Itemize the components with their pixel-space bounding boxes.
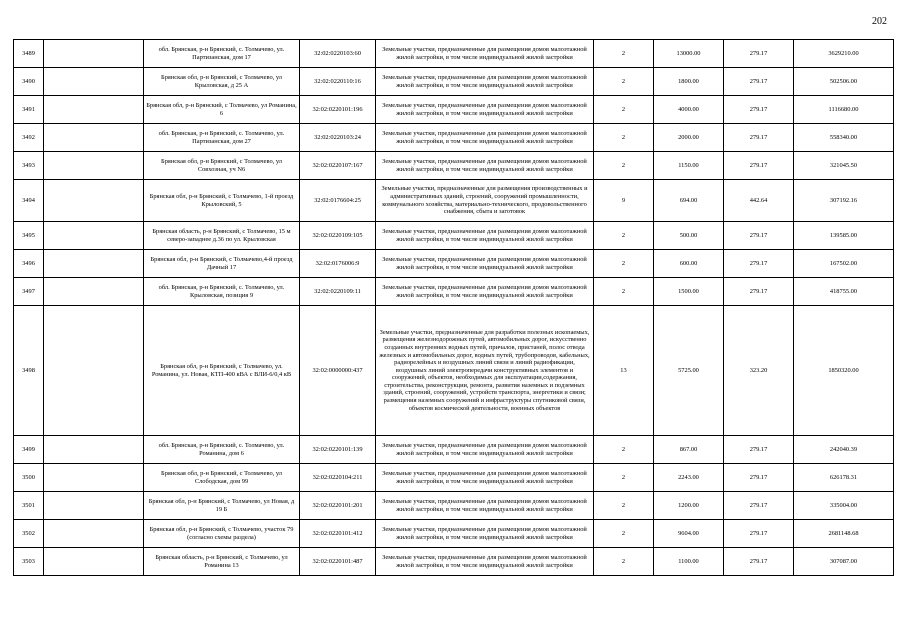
row-number-cell: 3494: [14, 180, 44, 222]
land-use-cell: Земельные участки, предназначенные для размещения домов малоэтажной жилой застройки, в том числе индивидуальной жилой застройки: [376, 436, 594, 464]
empty-cell: [44, 152, 144, 180]
area-cell: 9604.00: [654, 520, 724, 548]
cadastral-number-cell: 32:02:0220110:16: [300, 68, 376, 96]
group-code-cell: 2: [594, 548, 654, 576]
land-use-cell: Земельные участки, предназначенные для размещения домов малоэтажной жилой застройки, в том числе индивидуальной жилой застройки: [376, 124, 594, 152]
address-cell: Брянская обл, р-н Брянский, с Толмачево,4-й проезд Дачный 17: [144, 250, 300, 278]
group-code-cell: 2: [594, 520, 654, 548]
cadastral-cost-cell: 626178.31: [794, 464, 894, 492]
unit-value-cell: 279.17: [724, 520, 794, 548]
row-number-cell: 3490: [14, 68, 44, 96]
empty-cell: [44, 180, 144, 222]
empty-cell: [44, 306, 144, 436]
area-cell: 1150.00: [654, 152, 724, 180]
address-cell: Брянская обл, р-н Брянский, с Толмачево, ул Слободская, дом 99: [144, 464, 300, 492]
land-use-cell: Земельные участки, предназначенные для размещения домов малоэтажной жилой застройки, в том числе индивидуальной жилой застройки: [376, 40, 594, 68]
area-cell: 600.00: [654, 250, 724, 278]
address-cell: Брянская обл, р-н Брянский, с Толмачево, ул Новая, д 19 Б: [144, 492, 300, 520]
group-code-cell: 2: [594, 124, 654, 152]
table-row: [14, 222, 894, 250]
table-row: [14, 492, 894, 520]
empty-cell: [44, 96, 144, 124]
empty-cell: [44, 278, 144, 306]
area-cell: 13000.00: [654, 40, 724, 68]
table-row: [14, 180, 894, 222]
group-code-cell: 9: [594, 180, 654, 222]
address-cell: Брянская обл, р-н Брянский, с Толмачево, ул Совхозная, уч N6: [144, 152, 300, 180]
address-cell: Брянская область, р-н Брянский, с Толмачево, 15 м северо-западнее д.36 по ул. Крыловская: [144, 222, 300, 250]
cadastral-number-cell: 32:02:0176604:25: [300, 180, 376, 222]
group-code-cell: 2: [594, 492, 654, 520]
unit-value-cell: 323.20: [724, 306, 794, 436]
address-cell: Брянская обл, р-н Брянский, с Толмачево, 1-й проезд Крыловский, 5: [144, 180, 300, 222]
row-number-cell: 3493: [14, 152, 44, 180]
area-cell: 500.00: [654, 222, 724, 250]
area-cell: 2243.00: [654, 464, 724, 492]
page-number: 202: [872, 16, 887, 27]
unit-value-cell: 279.17: [724, 250, 794, 278]
area-cell: 2000.00: [654, 124, 724, 152]
row-number-cell: 3502: [14, 520, 44, 548]
address-cell: обл. Брянская, р-н Брянский, с. Толмачево, ул. Партизанская, дом 17: [144, 40, 300, 68]
cadastral-number-cell: 32:02:0220101:196: [300, 96, 376, 124]
area-cell: 694.00: [654, 180, 724, 222]
cadastral-number-cell: 32:02:0220103:24: [300, 124, 376, 152]
cadastral-cost-cell: 3629210.00: [794, 40, 894, 68]
cadastral-number-cell: 32:02:0220101:412: [300, 520, 376, 548]
address-cell: Брянская обл, р-н Брянский, с Толмачево, ул Романина, 6: [144, 96, 300, 124]
cadastral-cost-cell: 139585.00: [794, 222, 894, 250]
empty-cell: [44, 436, 144, 464]
address-cell: Брянская обл, р-н Брянский, с Толмачево, ул. Романина, ул. Новая, КТП-400 кВА с ВЛИ-6/0,4 кВ: [144, 306, 300, 436]
row-number-cell: 3499: [14, 436, 44, 464]
cadastral-cost-cell: 1850320.00: [794, 306, 894, 436]
table-row: [14, 250, 894, 278]
cadastral-value-table: [13, 39, 894, 576]
row-number-cell: 3497: [14, 278, 44, 306]
land-use-cell: Земельные участки, предназначенные для размещения домов малоэтажной жилой застройки, в том числе индивидуальной жилой застройки: [376, 548, 594, 576]
cadastral-cost-cell: 1116680.00: [794, 96, 894, 124]
cadastral-number-cell: 32:02:0220101:139: [300, 436, 376, 464]
table-row: [14, 152, 894, 180]
cadastral-cost-cell: 418755.00: [794, 278, 894, 306]
group-code-cell: 2: [594, 68, 654, 96]
area-cell: 1500.00: [654, 278, 724, 306]
address-cell: обл. Брянская, р-н Брянский, с. Толмачево, ул. Крыловская, позиция 9: [144, 278, 300, 306]
unit-value-cell: 442.64: [724, 180, 794, 222]
land-use-cell: Земельные участки, предназначенные для размещения домов малоэтажной жилой застройки, в том числе индивидуальной жилой застройки: [376, 250, 594, 278]
row-number-cell: 3495: [14, 222, 44, 250]
cadastral-cost-cell: 558340.00: [794, 124, 894, 152]
table-row: [14, 306, 894, 436]
address-cell: Брянская обл, р-н Брянский, с Толмачево, участок 79 (согласно схемы раздела): [144, 520, 300, 548]
row-number-cell: 3496: [14, 250, 44, 278]
land-use-cell: Земельные участки, предназначенные для разработки полезных ископаемых, размещения железнодорожных путей, автомобильных дорог, искусственно созданных внутренних водных путей, причалов, пристаней, полос отвода железных и автомобильных дорог, водных путей, трубопроводов, кабельных, радиорелейных и воздушных линий связи и линий радиофикации, воздушных линий электропередачи конструктивных элементов и сооружений, объектов, необходимых для эксплуатации,содержания, строительства, реконструкции, ремонта, развития наземных и подземных зданий, строений, сооружений, устройств транспорта, энергетики и связи; размещения наземных сооружений и инфраструктуры спутниковой связи, объектов космической деятельности, военных объектов: [376, 306, 594, 436]
cadastral-number-cell: 32:02:0176006:9: [300, 250, 376, 278]
area-cell: 1800.00: [654, 68, 724, 96]
group-code-cell: 2: [594, 464, 654, 492]
cadastral-number-cell: 32:02:0000000:437: [300, 306, 376, 436]
empty-cell: [44, 222, 144, 250]
row-number-cell: 3492: [14, 124, 44, 152]
cadastral-number-cell: 32:02:0220101:487: [300, 548, 376, 576]
group-code-cell: 2: [594, 40, 654, 68]
address-cell: обл. Брянская, р-н Брянский, с. Толмачево, ул. Партизанская, дом 27: [144, 124, 300, 152]
table-row: [14, 68, 894, 96]
land-use-cell: Земельные участки, предназначенные для размещения домов малоэтажной жилой застройки, в том числе индивидуальной жилой застройки: [376, 464, 594, 492]
area-cell: 1100.00: [654, 548, 724, 576]
table-row: [14, 436, 894, 464]
row-number-cell: 3489: [14, 40, 44, 68]
cadastral-cost-cell: 307192.16: [794, 180, 894, 222]
unit-value-cell: 279.17: [724, 548, 794, 576]
cadastral-number-cell: 32:02:0220104:211: [300, 464, 376, 492]
address-cell: обл. Брянская, р-н Брянский, с. Толмачево, ул. Романина, дом 6: [144, 436, 300, 464]
cadastral-number-cell: 32:02:0220109:105: [300, 222, 376, 250]
group-code-cell: 2: [594, 436, 654, 464]
land-use-cell: Земельные участки, предназначенные для размещения домов малоэтажной жилой застройки, в том числе индивидуальной жилой застройки: [376, 492, 594, 520]
empty-cell: [44, 68, 144, 96]
unit-value-cell: 279.17: [724, 40, 794, 68]
cadastral-number-cell: 32:02:0220109:11: [300, 278, 376, 306]
cadastral-number-cell: 32:02:0220107:167: [300, 152, 376, 180]
empty-cell: [44, 492, 144, 520]
table-row: [14, 520, 894, 548]
unit-value-cell: 279.17: [724, 464, 794, 492]
cadastral-cost-cell: 502506.00: [794, 68, 894, 96]
empty-cell: [44, 40, 144, 68]
cadastral-number-cell: 32:02:0220103:60: [300, 40, 376, 68]
area-cell: 1200.00: [654, 492, 724, 520]
land-use-cell: Земельные участки, предназначенные для размещения домов малоэтажной жилой застройки, в том числе индивидуальной жилой застройки: [376, 68, 594, 96]
cadastral-number-cell: 32:02:0220101:201: [300, 492, 376, 520]
group-code-cell: 2: [594, 152, 654, 180]
row-number-cell: 3501: [14, 492, 44, 520]
table-row: [14, 548, 894, 576]
row-number-cell: 3500: [14, 464, 44, 492]
table-row: [14, 464, 894, 492]
empty-cell: [44, 250, 144, 278]
table-row: [14, 40, 894, 68]
empty-cell: [44, 124, 144, 152]
land-use-cell: Земельные участки, предназначенные для размещения домов малоэтажной жилой застройки, в том числе индивидуальной жилой застройки: [376, 152, 594, 180]
area-cell: 5725.00: [654, 306, 724, 436]
unit-value-cell: 279.17: [724, 152, 794, 180]
empty-cell: [44, 548, 144, 576]
unit-value-cell: 279.17: [724, 222, 794, 250]
address-cell: Брянская обл, р-н Брянский, с Толмачево, ул Крыловская, д 25 А: [144, 68, 300, 96]
unit-value-cell: 279.17: [724, 124, 794, 152]
cadastral-cost-cell: 2681148.68: [794, 520, 894, 548]
row-number-cell: 3503: [14, 548, 44, 576]
unit-value-cell: 279.17: [724, 436, 794, 464]
area-cell: 4000.00: [654, 96, 724, 124]
table-row: [14, 124, 894, 152]
group-code-cell: 13: [594, 306, 654, 436]
cadastral-cost-cell: 307087.00: [794, 548, 894, 576]
unit-value-cell: 279.17: [724, 96, 794, 124]
cadastral-cost-cell: 335004.00: [794, 492, 894, 520]
table-row: [14, 96, 894, 124]
area-cell: 867.00: [654, 436, 724, 464]
group-code-cell: 2: [594, 278, 654, 306]
land-use-cell: Земельные участки, предназначенные для размещения домов малоэтажной жилой застройки, в том числе индивидуальной жилой застройки: [376, 222, 594, 250]
row-number-cell: 3491: [14, 96, 44, 124]
group-code-cell: 2: [594, 250, 654, 278]
land-use-cell: Земельные участки, предназначенные для размещения домов малоэтажной жилой застройки, в том числе индивидуальной жилой застройки: [376, 96, 594, 124]
group-code-cell: 2: [594, 96, 654, 124]
unit-value-cell: 279.17: [724, 492, 794, 520]
unit-value-cell: 279.17: [724, 278, 794, 306]
table-row: [14, 278, 894, 306]
group-code-cell: 2: [594, 222, 654, 250]
land-use-cell: Земельные участки, предназначенные для размещения домов малоэтажной жилой застройки, в том числе индивидуальной жилой застройки: [376, 520, 594, 548]
row-number-cell: 3498: [14, 306, 44, 436]
empty-cell: [44, 520, 144, 548]
land-use-cell: Земельные участки, предназначенные для размещения домов малоэтажной жилой застройки, в том числе индивидуальной жилой застройки: [376, 278, 594, 306]
cadastral-cost-cell: 167502.00: [794, 250, 894, 278]
land-use-cell: Земельные участки, предназначенные для размещения производственных и административных зданий, строений, сооружений промышленности, коммунального хозяйства, материально-технического, продовольственного снабжения, сбыта и заготовок: [376, 180, 594, 222]
empty-cell: [44, 464, 144, 492]
address-cell: Брянская область, р-н Брянский, с Толмачево, ул Романина 13: [144, 548, 300, 576]
unit-value-cell: 279.17: [724, 68, 794, 96]
cadastral-cost-cell: 321045.50: [794, 152, 894, 180]
cadastral-cost-cell: 242040.39: [794, 436, 894, 464]
